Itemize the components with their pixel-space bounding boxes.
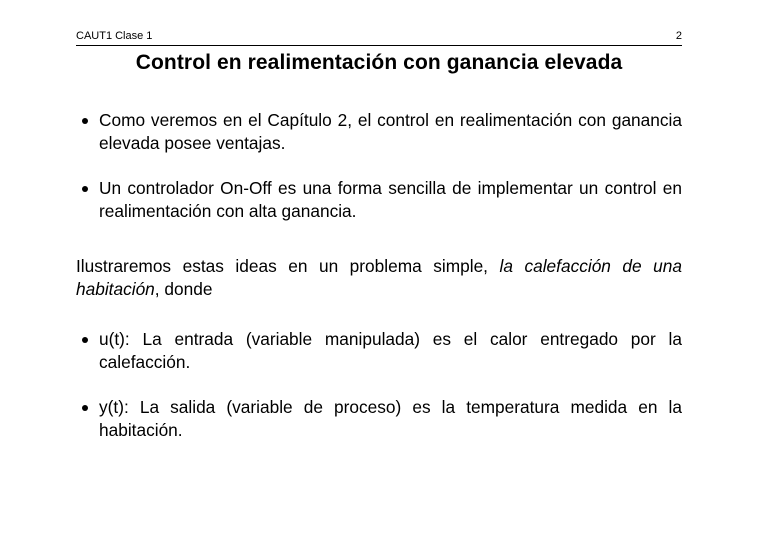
paragraph-text-end: , donde [154,279,213,299]
bullet-dot-icon [82,118,88,124]
intro-bullet-item [76,109,682,155]
slide-header [76,29,682,46]
intro-paragraph [76,255,682,301]
input-variable-item [76,328,682,374]
bullet-dot-icon [82,337,88,343]
page-number: 2 [675,30,682,42]
paragraph-emphasis: la calefacción de una habitación [76,256,682,299]
variable-bullet-list [76,328,682,442]
bullet-text: Un controlador On-Off es una forma sencilla de implementar un control en realimentación con alta ganancia. [99,178,682,221]
course-label: CAUT1 Clase 1 [76,30,153,42]
output-variable-item [76,396,682,442]
bullet-dot-icon [82,405,88,411]
slide-title: Control en realimentación con ganancia elevada [135,51,623,74]
bullet-text: u(t): La entrada (variable manipulada) es el calor entregado por la calefacción. [99,329,682,372]
intro-bullet-list [76,109,682,223]
bullet-dot-icon [82,186,88,192]
bullet-text: Como veremos en el Capítulo 2, el control en realimentación con ganancia elevada posee ventajas. [99,110,682,153]
bullet-text: y(t): La salida (variable de proceso) es la temperatura medida en la habitación. [99,397,682,440]
paragraph-text: Ilustraremos estas ideas en un problema simple, [76,256,500,276]
intro-bullet-item [76,177,682,223]
